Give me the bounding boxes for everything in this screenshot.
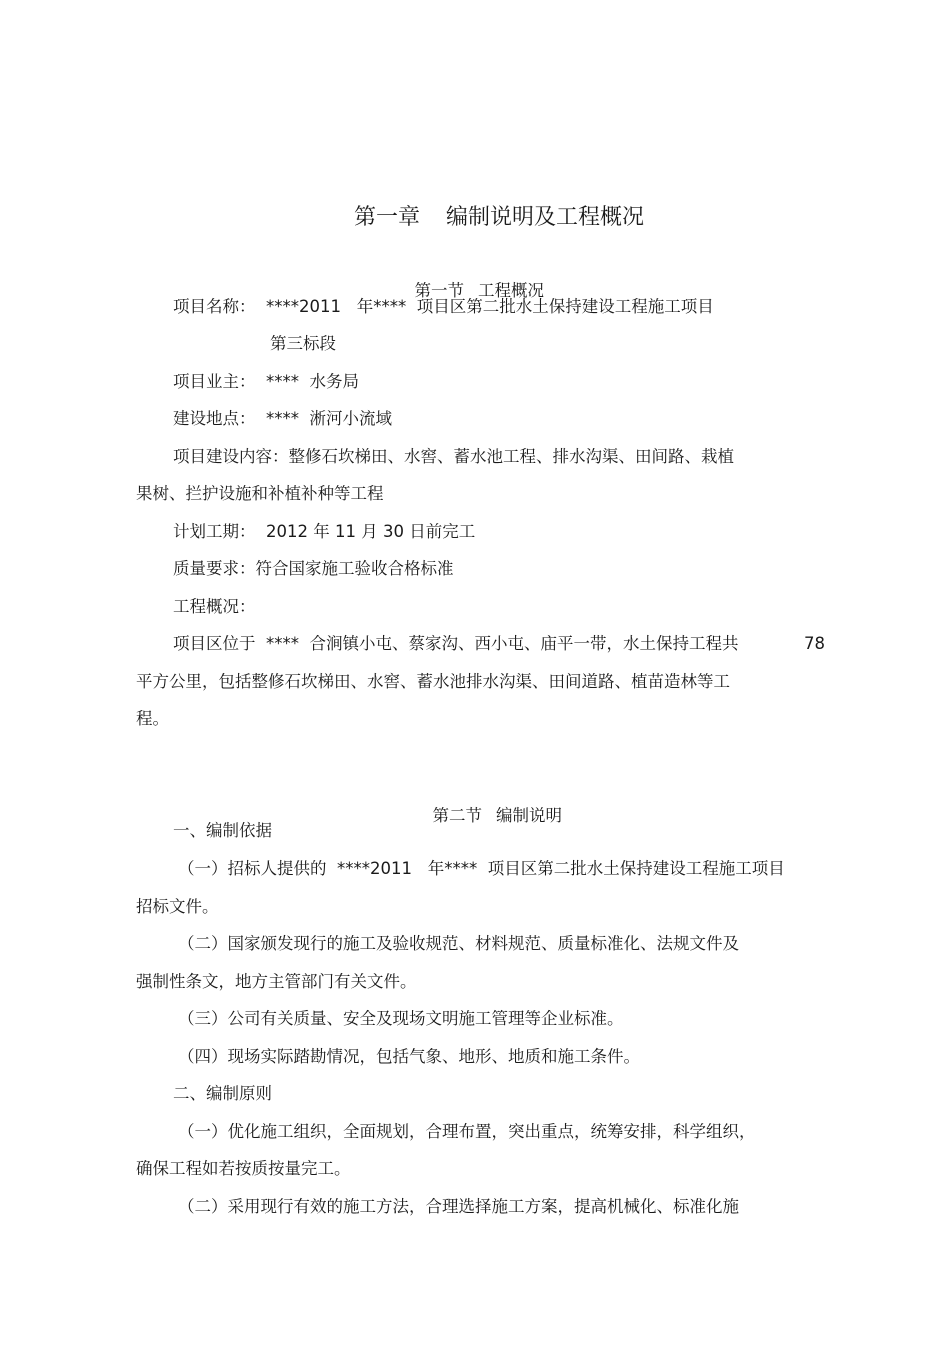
overview-paragraph-line-1: 项目区位于 **** 合涧镇小屯、蔡家沟、西小屯、庙平一带，水土保持工程共 <box>173 634 739 653</box>
basis-item-1: （一）招标人提供的 ****2011 年**** 项目区第二批水土保持建设工程施工项目 <box>178 859 785 878</box>
section-1-number: 第一节 <box>414 281 464 300</box>
principles-heading: 二、编制原则 <box>173 1084 272 1103</box>
construction-content-line: 项目建设内容：整修石坎梯田、水窖、蓄水池工程、排水沟渠、田间路、栽植 <box>173 447 734 466</box>
overview-paragraph-line-2: 平方公里，包括整修石坎梯田、水窖、蓄水池排水沟渠、田间道路、植苗造林等工 <box>136 672 730 691</box>
section-1-title: 工程概况 <box>478 281 544 300</box>
project-name-continuation: 第三标段 <box>270 334 336 353</box>
section-2-heading <box>422 783 562 827</box>
principle-item-1-continuation: 确保工程如若按质按量完工。 <box>136 1159 351 1178</box>
section-2-number: 第二节 <box>432 806 482 825</box>
overview-label: 工程概况： <box>173 597 256 616</box>
principle-item-2: （二）采用现行有效的施工方法，合理选择施工方案，提高机械化、标准化施 <box>178 1197 739 1216</box>
basis-item-1-continuation: 招标文件。 <box>136 897 219 916</box>
basis-item-4: （四）现场实际踏勘情况，包括气象、地形、地质和施工条件。 <box>178 1047 640 1066</box>
section-2-title: 编制说明 <box>496 806 562 825</box>
principle-item-1: （一）优化施工组织，全面规划，合理布置，突出重点，统筹安排，科学组织， <box>178 1122 756 1141</box>
chapter-title <box>340 173 644 233</box>
basis-heading: 一、编制依据 <box>173 821 272 840</box>
overview-area-number: 78 <box>804 634 825 653</box>
chapter-number: 第一章 <box>354 205 421 230</box>
project-owner-line: 项目业主： **** 水务局 <box>173 372 359 391</box>
quality-line: 质量要求：符合国家施工验收合格标准 <box>173 559 454 578</box>
construction-content-continuation: 果树、拦护设施和补植补种等工程 <box>136 484 384 503</box>
basis-item-2: （二）国家颁发现行的施工及验收规范、材料规范、质量标准化、法规文件及 <box>178 934 739 953</box>
schedule-line: 计划工期： 2012 年 11 月 30 日前完工 <box>173 522 476 541</box>
chapter-name: 编制说明及工程概况 <box>446 205 645 230</box>
project-name-line: 项目名称： ****2011 年**** 项目区第二批水土保持建设工程施工项目 <box>173 297 714 316</box>
basis-item-2-continuation: 强制性条文，地方主管部门有关文件。 <box>136 972 417 991</box>
basis-item-3: （三）公司有关质量、安全及现场文明施工管理等企业标准。 <box>178 1009 624 1028</box>
overview-paragraph-line-3: 程。 <box>136 709 169 728</box>
construction-site-line: 建设地点： **** 淅河小流域 <box>173 409 392 428</box>
